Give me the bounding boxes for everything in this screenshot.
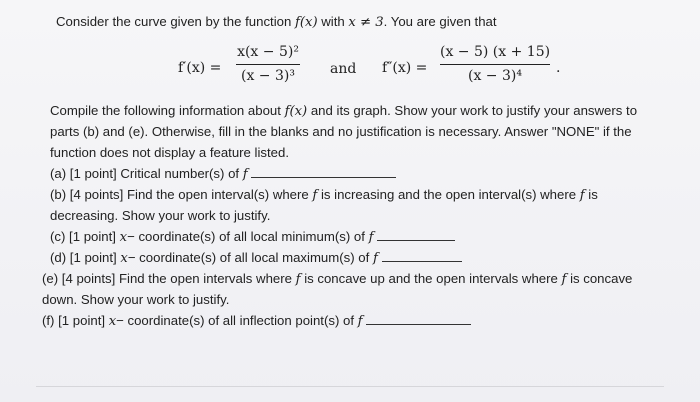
fprime-fraction-bar	[236, 64, 300, 65]
question-e-line-2: down. Show your work to justify.	[42, 292, 230, 307]
question-f: (f) [1 point] x− coordinate(s) of all inflection point(s) of f	[42, 312, 471, 331]
fdoubleprime-numerator: (x − 5) (x + 15)	[440, 44, 551, 60]
intro-line	[56, 13, 497, 32]
intro-text-end: . You are given that	[383, 14, 497, 29]
fprime-lhs: f′(x) =	[178, 60, 222, 76]
instructions-line-2: parts (b) and (e). Otherwise, fill in the blanks and no justification is necessary. Answer "NONE" if the	[50, 124, 632, 139]
equation-period: .	[556, 60, 561, 76]
fprime-numerator: x(x − 5)²	[237, 44, 299, 60]
and-connector: and	[330, 61, 357, 77]
instructions-function: f(x)	[284, 104, 308, 119]
fprime-denominator: (x − 3)³	[241, 68, 295, 84]
answer-d-blank[interactable]	[382, 249, 462, 262]
fdoubleprime-denominator: (x − 3)⁴	[468, 68, 522, 84]
question-b-line-2: decreasing. Show your work to justify.	[50, 208, 271, 223]
question-a: (a) [1 point] Critical number(s) of f	[50, 165, 396, 184]
fdoubleprime-fraction-bar	[440, 64, 550, 65]
question-d: (d) [1 point] x− coordinate(s) of all local maximum(s) of f	[50, 249, 462, 268]
question-b-line-1: (b) [4 points] Find the open interval(s) where f is increasing and the open interval(s) where f is	[50, 187, 598, 203]
instructions-line-3: function does not display a feature listed.	[50, 145, 289, 160]
intro-text-mid: with	[317, 14, 349, 29]
intro-condition: x ≠ 3	[348, 15, 384, 30]
answer-f-blank[interactable]	[366, 312, 471, 325]
intro-function: f(x)	[294, 15, 318, 30]
answer-c-blank[interactable]	[377, 228, 455, 241]
instructions-line-1: Compile the following information about f(x) and its graph. Show your work to justify your answers to	[50, 103, 638, 119]
intro-text: Consider the curve given by the function	[56, 14, 295, 29]
answer-a-blank[interactable]	[251, 165, 396, 178]
page-divider	[36, 386, 664, 387]
question-c: (c) [1 point] x− coordinate(s) of all local minimum(s) of f	[50, 228, 455, 247]
fdoubleprime-lhs: f″(x) =	[382, 60, 428, 76]
question-e-line-1: (e) [4 points] Find the open intervals where f is concave up and the open intervals where f is concave	[42, 271, 633, 287]
